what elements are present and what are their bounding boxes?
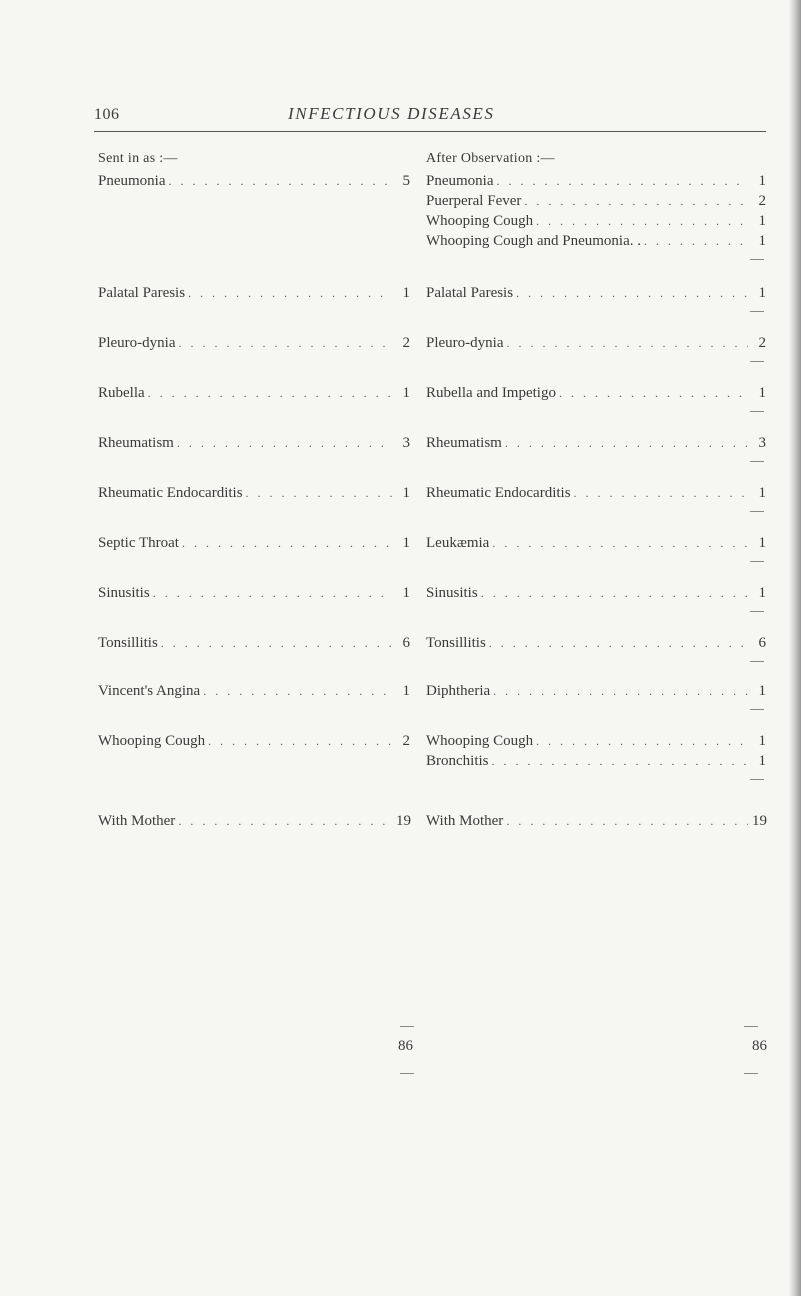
case-count: 19 [396,813,411,829]
disease-name: Rheumatism [98,435,174,451]
dot-leader [492,533,748,553]
page-number: 106 [94,106,120,123]
case-count: 2 [402,335,410,351]
disease-name: Leukæmia [426,535,490,551]
dot-leader [524,191,748,211]
disease-name: Pleuro-dynia [426,335,504,351]
table-entry [426,231,766,251]
case-count: 6 [402,635,410,651]
disease-name: Rheumatism [426,435,502,451]
dot-leader [161,633,392,653]
dot-leader [559,383,748,403]
left-total: 86 [398,1038,413,1054]
left-total-rule-top [400,1026,414,1027]
dot-leader [188,283,392,303]
table-entry [426,171,766,191]
dot-leader [169,171,393,191]
dot-leader [644,231,748,251]
disease-name: Rubella [98,385,145,401]
disease-name: Pleuro-dynia [98,335,176,351]
table-entry [98,533,410,553]
group-rule [750,361,764,362]
group-rule [750,411,764,412]
disease-name: Pneumonia [426,173,494,189]
disease-name: Palatal Paresis [426,285,514,301]
dot-leader [493,681,748,701]
right-column-heading: After Observation :— [426,151,555,166]
dot-leader [516,283,748,303]
group-rule [750,511,764,512]
group-rule [750,259,764,260]
right-total: 86 [752,1038,767,1054]
case-count: 3 [758,435,766,451]
case-count: 19 [752,813,767,829]
table-entry [426,731,766,751]
case-count: 1 [758,683,766,699]
dot-leader [178,333,392,353]
case-count: 1 [758,753,766,769]
table-entry [426,633,766,653]
case-count: 1 [402,485,410,501]
disease-name: Vincent's Angina [98,683,201,699]
case-count: 1 [758,535,766,551]
disease-name: Rheumatic Endocarditis [98,485,243,501]
disease-name: Whooping Cough [426,213,534,229]
case-count: 2 [758,335,766,351]
disease-name: Puerperal Fever [426,193,522,209]
dot-leader [536,211,748,231]
table-entry [426,211,766,231]
group-rule [750,709,764,710]
dot-leader [492,751,749,771]
disease-name: Rubella and Impetigo [426,385,556,401]
table-entry [426,383,766,403]
group-rule [750,779,764,780]
case-count: 1 [758,385,766,401]
case-count: 1 [758,233,766,249]
disease-name: Diphtheria [426,683,491,699]
dot-leader [178,811,392,831]
case-count: 1 [402,285,410,301]
table-entry [98,731,410,751]
dot-leader [148,383,392,403]
disease-name: Palatal Paresis [98,285,186,301]
case-count: 1 [402,585,410,601]
dot-leader [505,433,748,453]
dot-leader [506,811,748,831]
case-count: 1 [758,213,766,229]
dot-leader [246,483,392,503]
table-entry [426,583,766,603]
disease-name: With Mother [426,813,504,829]
disease-name: Rheumatic Endocarditis [426,485,571,501]
table-entry [426,751,766,771]
table-entry [98,811,410,831]
header-rule [94,131,766,132]
case-count: 2 [402,733,410,749]
table-entry [98,383,410,403]
group-rule [750,461,764,462]
dot-leader [153,583,392,603]
table-entry [426,333,766,353]
case-count: 1 [402,683,410,699]
table-entry [98,283,410,303]
case-count: 2 [758,193,766,209]
dot-leader [182,533,392,553]
case-count: 3 [402,435,410,451]
table-entry [98,433,410,453]
disease-name: Sinusitis [98,585,150,601]
table-entry [98,333,410,353]
left-column-heading: Sent in as :— [98,151,178,166]
page-edge-shadow [789,0,801,1296]
disease-name: Pneumonia [98,173,166,189]
disease-name: With Mother [98,813,176,829]
group-rule [750,611,764,612]
right-total-rule-bottom [744,1073,758,1074]
dot-leader [506,333,748,353]
case-count: 1 [402,385,410,401]
case-count: 5 [402,173,410,189]
table-entry [98,681,410,701]
table-entry [426,283,766,303]
table-entry [426,681,766,701]
dot-leader [536,731,748,751]
disease-name: Whooping Cough [98,733,206,749]
case-count: 1 [758,173,766,189]
disease-name: Tonsillitis [98,635,158,651]
table-entry [426,533,766,553]
case-count: 1 [758,485,766,501]
table-entry [98,583,410,603]
table-entry [426,191,766,211]
case-count: 1 [758,285,766,301]
disease-name: Bronchitis [426,753,489,769]
disease-name: Septic Throat [98,535,179,551]
dot-leader [208,731,392,751]
case-count: 6 [758,635,766,651]
disease-name: Sinusitis [426,585,478,601]
group-rule [750,561,764,562]
table-entry [98,633,410,653]
group-rule [750,311,764,312]
table-entry [426,433,766,453]
disease-name: Whooping Cough and Pneumonia. . [426,233,641,249]
case-count: 1 [402,535,410,551]
case-count: 1 [758,585,766,601]
dot-leader [481,583,748,603]
table-entry [426,483,766,503]
table-entry [98,483,410,503]
disease-name: Whooping Cough [426,733,534,749]
table-entry [98,171,410,191]
case-count: 1 [758,733,766,749]
right-total-rule-top [744,1026,758,1027]
dot-leader [574,483,748,503]
dot-leader [497,171,749,191]
disease-name: Tonsillitis [426,635,486,651]
dot-leader [177,433,392,453]
running-head: INFECTIOUS DISEASES [288,104,495,123]
left-total-rule-bottom [400,1073,414,1074]
dot-leader [203,681,392,701]
group-rule [750,661,764,662]
dot-leader [489,633,748,653]
table-entry [426,811,766,831]
